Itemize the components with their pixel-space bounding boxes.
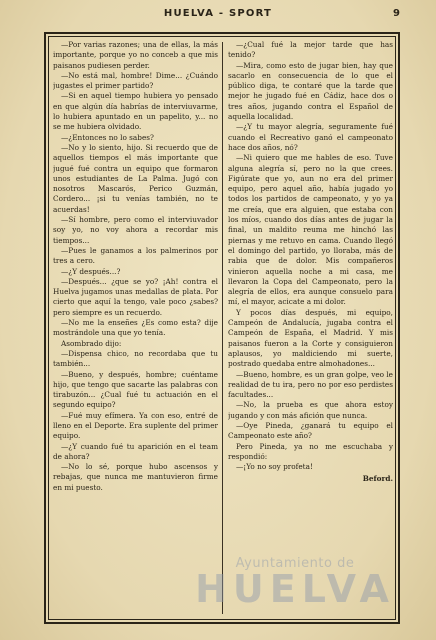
masthead-title: HUELVA - SPORT bbox=[163, 8, 273, 19]
left-column-paragraph: —No está mal, hombre! Dime... ¿Cuándo jugastes el primer partido? bbox=[53, 70, 218, 91]
right-column-paragraph: Y pocos días después, mi equipo, Campeón de Andalucía, jugaba contra el Campeón de España, el Madrid. Y mis paisanos fueron a la Corte y consiguieron aplausos, yo maldiciendo mi suerte, postrado quedaba entre almohadones... bbox=[228, 307, 393, 369]
left-column-paragraph: —¿Y después...? bbox=[61, 266, 121, 276]
left-column-paragraph: —Por varias razones; una de ellas, la más importante, porque yo no conceb a que mis paisanos pudiesen perder. bbox=[53, 40, 218, 70]
watermark-top-text: Ayuntamiento de bbox=[235, 556, 355, 571]
right-column-paragraph: —¿Y tu mayor alegría, seguramente fué cuando el Recreativo ganó el campeonato hace dos años, nó? bbox=[228, 122, 393, 152]
article-body bbox=[53, 40, 393, 620]
left-column-paragraph: —No y lo siento, hijo. Si recuerdo que de aquellos tiempos el más importante que jugué fué contra un equipo que formaron unos estudiantes de La Palma. Jugó con nosotros Mascarós, Perico Guzmán, Cordero... ¡si tu venías también, no te acuerdas! bbox=[53, 142, 218, 214]
left-column-paragraph: —Fué muy efímera. Ya con eso, entré de lleno en el Deporte. Era suplente del primer equipo. bbox=[53, 410, 218, 441]
left-column-paragraph: —No lo sé, porque hubo ascensos y rebajas, que nunca me mantuvieron firme en mi puesto. bbox=[53, 462, 218, 492]
left-column bbox=[53, 40, 218, 620]
left-column-paragraph: Asombrado dijo: bbox=[61, 338, 122, 348]
right-column-paragraph: —Oye Pineda, ¿ganará tu equipo el Campeonato este año? bbox=[228, 420, 393, 441]
left-column-paragraph: —Sí hombre, pero como el interviuvador soy yo, no voy ahora a recordar mis tiempos... bbox=[53, 215, 218, 245]
right-column-paragraph: —Mira, como esto de jugar bien, hay que sacarlo en consecuencia de lo que el público diga, te contaré que la tarde que mejor he jugado fué en Cádiz, hace dos o tres años, jugando contra el Español de aquella localidad. bbox=[228, 60, 393, 122]
left-column-paragraph: —Bueno, y después, hombre; cuéntame hijo, que tengo que sacarte las palabras con tirabuzón... ¿Cual fué tu actuación en el segundo equipo? bbox=[53, 369, 218, 410]
right-column-paragraph: —Bueno, hombre, es un gran golpe, veo le realidad de tu ira, pero no por eso perdistes facultades... bbox=[228, 369, 393, 400]
left-column-paragraph: —¿Y cuando fué tu aparición en el team de ahora? bbox=[53, 441, 218, 461]
left-column-paragraph: —Si en aquel tiempo hubiera yo pensado en que algún día habrías de interviuvarme, lo hubiera apuntado en un papelito, y... no se me hubiera olvidado. bbox=[53, 91, 218, 132]
right-column bbox=[228, 40, 393, 620]
left-column-paragraph: —No me la enseñes ¿Es como esta? dije mostrándole una que yo tenía. bbox=[53, 318, 218, 338]
left-column-paragraph: —Después... ¿que se yo? ¡Ah! contra el Huelva jugamos unas medallas de plata. Por cierto que aquí la tengo, vale poco ¿sabes? pero siempre es un recuerdo. bbox=[53, 276, 218, 317]
watermark-main-text: HUELVA bbox=[195, 567, 395, 611]
right-column-paragraph: —Ni quiero que me hables de eso. Tuve alguna alegría sí, pero no la que crees. Figúrate que yo, aun no era del primer equipo, pero aquel año, había jugado yo todos los partidos de campeonato, y yo ya me creía, que era alguien, que estaba con los míos, cuando dos días antes de jugar la final, un maldito reuma me hinchó las piernas y me retuvo en cama. Cuando llegó el domingo del partido, yo lloraba, más de rabia que de dolor. Mis compañeros vinieron aquella noche a mi casa, me llevaron la Copa del Campeonato, pero la alegría de ellos, era aunque consuelo para mí, el mayor, acicate a mi dolor. bbox=[228, 153, 393, 307]
right-column-paragraph: —No, la prueba es que ahora estoy jugando y con más afición que nunca. bbox=[228, 400, 393, 420]
page-number: 9 bbox=[393, 8, 400, 19]
right-column-paragraph: —¡Yo no soy profeta! bbox=[236, 462, 313, 472]
right-column-paragraph: —¿Cual fué la mejor tarde que has tenido? bbox=[228, 40, 393, 60]
left-column-paragraph: —Pues le ganamos a los palmerinos por tres a cero. bbox=[53, 245, 218, 266]
page-header bbox=[0, 4, 436, 26]
author-signature: Beford. bbox=[362, 474, 393, 484]
left-column-paragraph: —¿Entonces no lo sabes? bbox=[61, 132, 154, 142]
left-column-paragraph: —Dispensa chico, no recordaba que tu también... bbox=[53, 348, 218, 369]
right-column-paragraph: Pero Pineda, ya no me escuchaba y respondió: bbox=[228, 441, 393, 461]
